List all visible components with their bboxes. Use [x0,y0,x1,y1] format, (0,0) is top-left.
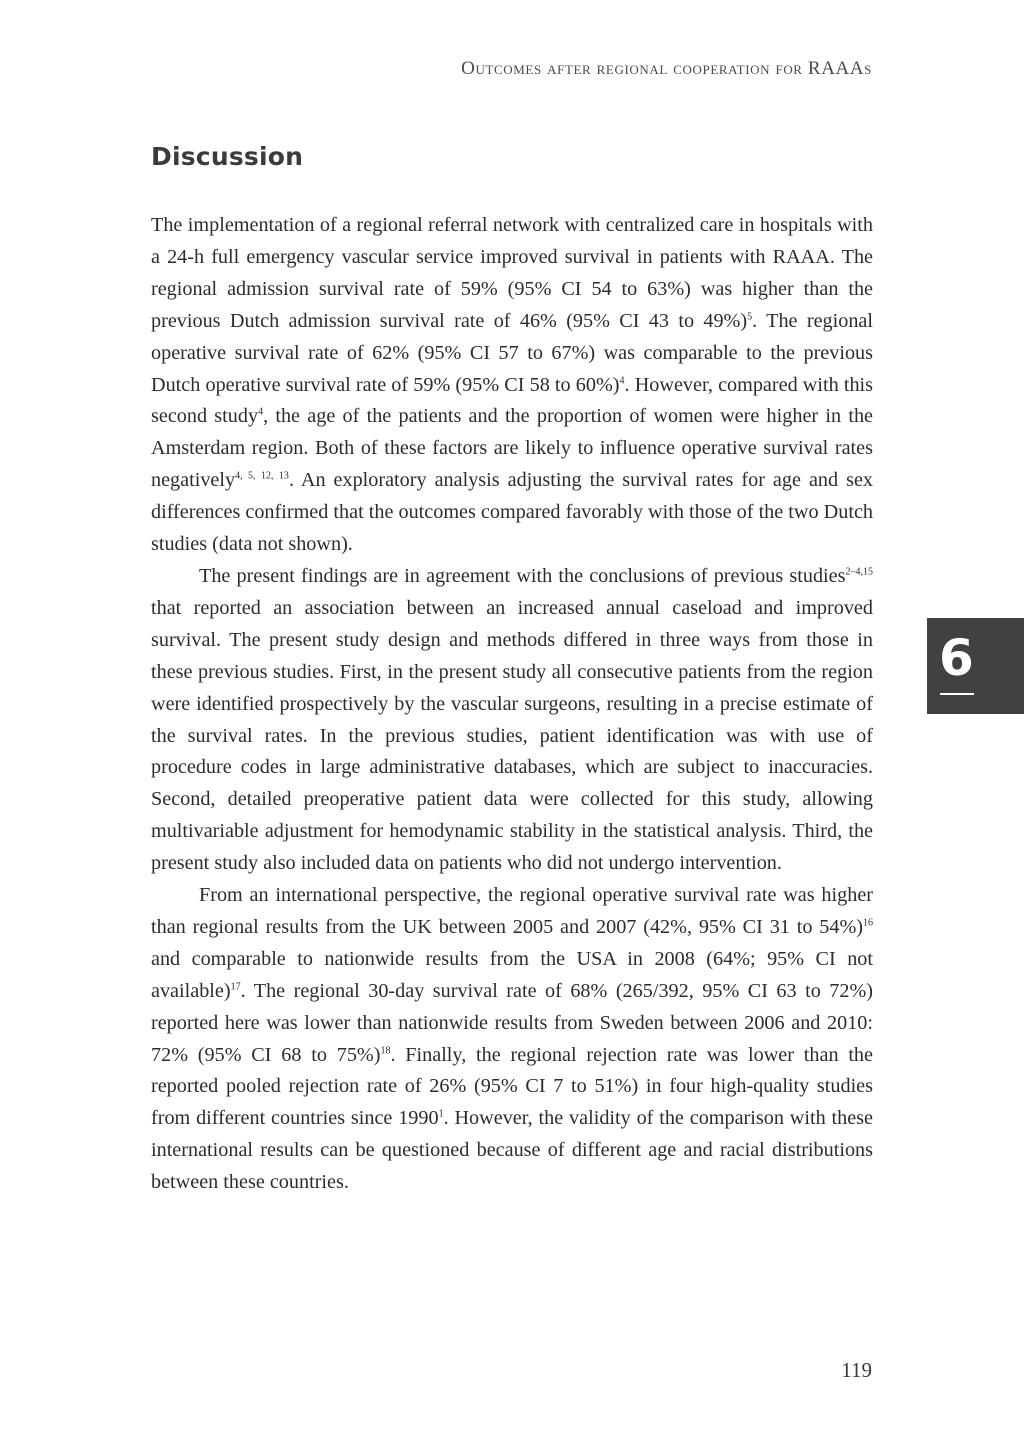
text-run: and comparable to nationwide results from the USA in 2008 (64%; 95% CI not available) [151,947,873,1002]
citation-superscript: 4, 5, 12, 13 [235,470,289,482]
section-title: Discussion [151,142,304,171]
body-text [151,210,873,1199]
citation-superscript: 16 [863,917,873,929]
paragraph-1 [151,210,873,561]
chapter-underline [940,693,974,695]
citation-superscript: 17 [230,981,241,993]
text-run: . The regional 30-day survival rate of 68% (265/392, 95% CI 63 to 72%) reported here was lower than nationwide results from Sweden between 2006 and 2010: 72% (95% CI 68 to 75%) [151,979,873,1066]
text-run: The implementation of a regional referral network with centralized care in hospitals with a 24-h full emergency vascular service improved survival in patients with RAAA. The regional admission survival rate of 59% (95% CI 54 to 63%) was higher than the previous Dutch admission survival rate of 46% (95% CI 43 to 49%) [151,214,873,332]
citation-superscript: 5 [747,311,753,323]
paragraph-2 [151,561,873,880]
text-run: From an international perspective, the regional operative survival rate was higher than regional results from the UK between 2005 and 2007 (42%, 95% CI 31 to 54%) [151,884,873,938]
text-run: that reported an association between an increased annual caseload and improved survival. The present study design and methods differed in three ways from those in these previous studies. First, in the present study all consecutive patients from the region were identified prospectively by the vascular surgeons, resulting in a precise estimate of the survival rates. In the previous studies, patient identification was with use of procedure codes in large administrative databases, which are subject to inaccuracies. Second, detailed preoperative patient data were collected for this study, allowing multivariable adjustment for hemodynamic stability in the statistical analysis. Third, the present study also included data on patients who did not undergo intervention. [151,596,873,875]
citation-superscript: 4 [619,375,625,387]
text-run: . However, the validity of the comparison with these international results can be questioned because of different age and racial distributions between these countries. [151,1107,873,1194]
citation-superscript: 4 [258,406,264,418]
citation-superscript: 1 [438,1108,444,1120]
text-run: . An exploratory analysis adjusting the survival rates for age and sex differences confirmed that the outcomes compared favorably with those of the two Dutch studies (data not shown). [151,469,873,556]
chapter-number: 6 [939,629,974,687]
running-header: Outcomes after regional cooperation for RAAAs [461,58,872,79]
citation-superscript: 2–4,15 [845,566,873,578]
text-run: . The regional operative survival rate of 62% (95% CI 57 to 67%) was comparable to the previous Dutch operative survival rate of 59% (95% CI 58 to 60%) [151,309,873,396]
page-number: 119 [841,1358,872,1382]
text-run: . However, compared with this second study [151,373,874,428]
text-run: , the age of the patients and the proportion of women were higher in the Amsterdam region. Both of these factors are likely to influence operative survival rates negatively [151,405,873,492]
text-run: The present findings are in agreement with the conclusions of previous studies [199,564,846,587]
chapter-tab [927,618,1024,714]
paragraph-3 [151,880,873,1199]
citation-superscript: 18 [380,1045,391,1057]
text-run: . Finally, the regional rejection rate was lower than the reported pooled rejection rate of 26% (95% CI 7 to 51%) in four high-quality studies from different countries since 1990 [151,1043,873,1130]
